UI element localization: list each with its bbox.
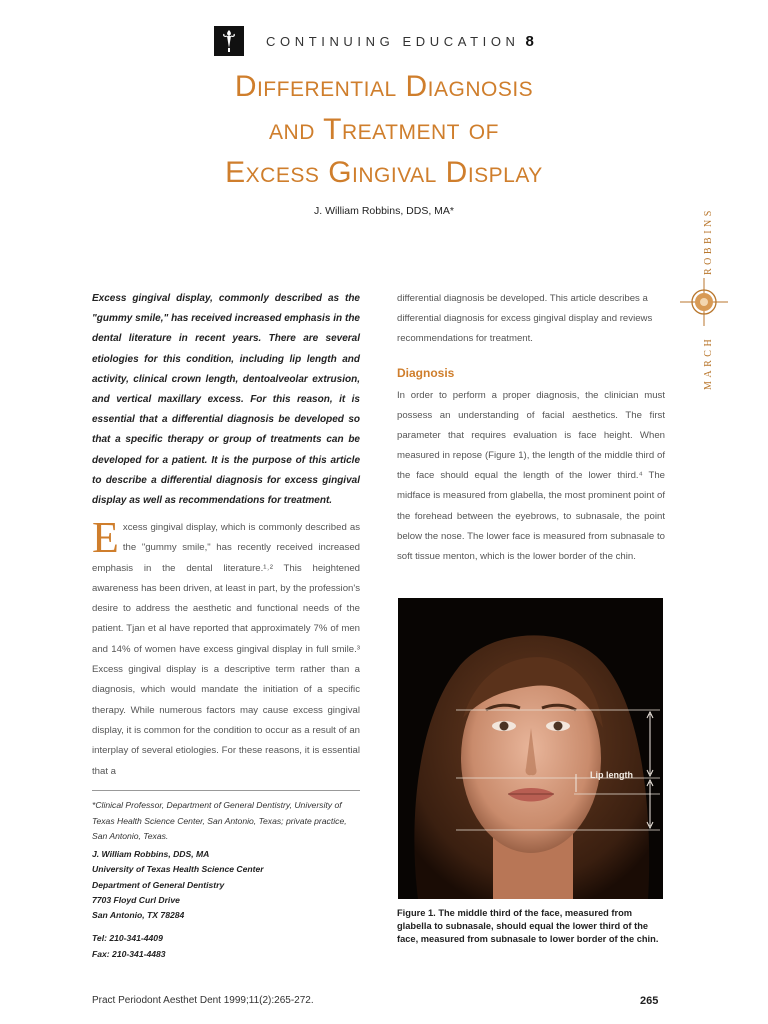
compass-emblem-icon [676, 274, 732, 330]
contact-street: 7703 Floyd Curl Drive [92, 894, 180, 905]
author-byline: J. William Robbins, DDS, MA* [313, 205, 455, 217]
series-label: CONTINUING EDUCATION [266, 34, 520, 49]
author-footnote: *Clinical Professor, Department of General Dentistry, University of Texas Health Science Center, San Antonio, Texas; private practice, San Antonio, Texas. [92, 800, 347, 841]
figure-1-caption: Figure 1. The middle third of the face, measured from glabella to subnasale, should equal the lower third of the face, measured from subnasale to lower border of the chin. [397, 908, 659, 944]
correspondence-address [92, 847, 364, 962]
article-title-line-1: Differential Diagnosis [234, 70, 534, 103]
journal-citation: Pract Periodont Aesthet Dent 1999;11(2):265-272. [92, 995, 314, 1006]
contact-tel: Tel: 210-341-4409 [92, 933, 163, 944]
diagnosis-paragraph: In order to perform a proper diagnosis, the clinician must possess an understanding of facial aesthetics. The first parameter that requires evaluation is face height. When measured in repose (Figure 1), the length of the middle third of the face should equal the length of the lower third.⁴ The midface is measured from glabella, the most prominent point of the forehead between the eyebrows, to subnasale, the point below the nose. The lower face is measured from subnasale to soft tissue menton, which is the lower border of the chin. [397, 390, 665, 562]
section-heading-diagnosis: Diagnosis [397, 366, 455, 380]
drop-cap: E [92, 513, 119, 562]
page-number: 265 [640, 995, 659, 1007]
contact-fax: Fax: 210-341-4483 [92, 948, 166, 959]
contact-department: Department of General Dentistry [92, 879, 225, 890]
continued-paragraph: differential diagnosis be developed. This article describes a differential diagnosis for excess gingival display and reviews recommendations for treatment. [397, 293, 653, 344]
article-title-line-3: Excess Gingival Display [225, 156, 543, 189]
series-number: 8 [525, 33, 534, 50]
contact-name: J. William Robbins, DDS, MA [92, 849, 210, 859]
side-author-name: ROBBINS [703, 207, 714, 275]
series-title [266, 33, 534, 50]
figure-1-face-photo [398, 598, 663, 899]
footnote-divider [92, 790, 360, 791]
contact-city: San Antonio, TX 78284 [92, 910, 185, 921]
article-title-line-2: and Treatment of [269, 113, 499, 146]
contact-institution: University of Texas Health Science Center [92, 864, 264, 875]
intro-paragraph [92, 513, 360, 782]
side-issue-month: MARCH [703, 335, 714, 390]
torch-icon [214, 26, 244, 56]
journal-logo [214, 26, 244, 56]
abstract: Excess gingival display, commonly described as the "gummy smile," has received increased emphasis in the dental literature in recent years. There are several etiologies for this condition, including lip length and activity, clinical crown length, dentoalveolar extrusion, and vertical maxillary excess. For this reason, it is essential that a differential diagnosis be developed so that a specific therapy or group of treatments can be developed for a patient. It is the purpose of this article to describe a differential diagnosis for excess gingival display as well as recommendations for treatment. [92, 293, 360, 507]
intro-text: xcess gingival display, which is commonly described as the "gummy smile," has recently received increased emphasis in the dental literature.¹˒² This heightened awareness has been driven, at least in part, by the profession's desire to address the aesthetic and functional needs of the patient. Tjan et al have reported that approximately 7% of men and 14% of women have excess gingival display in full smile.³ Excess gingival display is a descriptive term rather than a diagnosis, which would mandate the initiation of a specific therapy. While numerous factors may cause excess gingival display, it is common for the condition to occur as a result of an interplay of several etiologies. For these reasons, it is essential that a [92, 522, 360, 777]
lip-length-label: Lip length [590, 770, 633, 780]
